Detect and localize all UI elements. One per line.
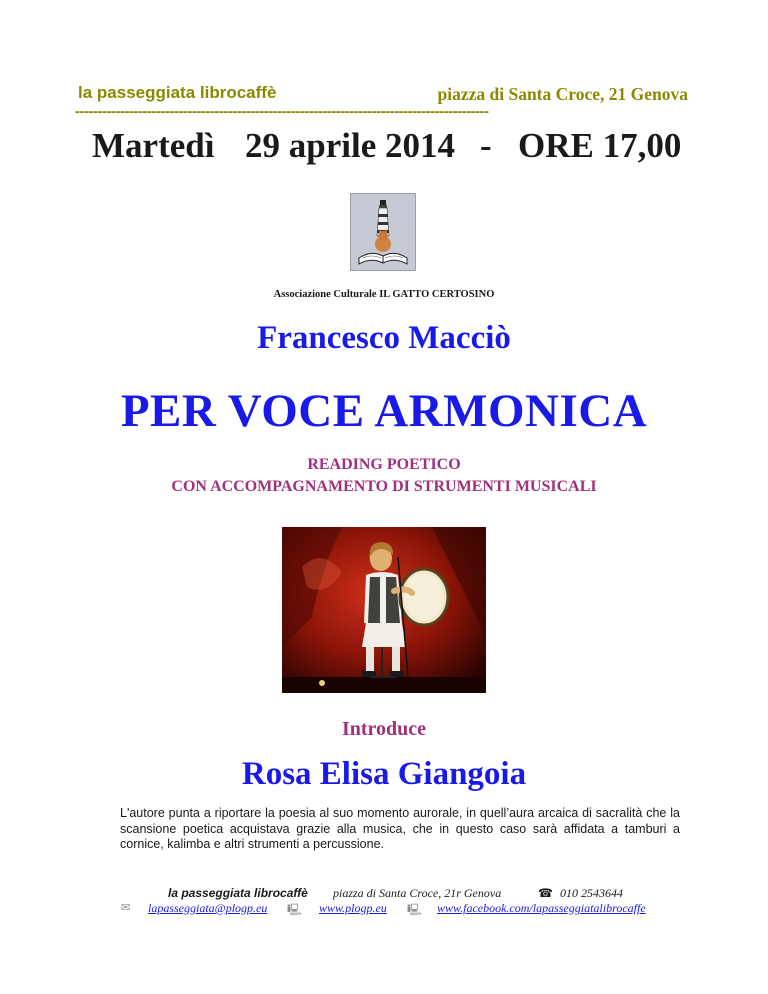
footer-address: piazza di Santa Croce, 21r Genova [333,886,502,900]
header-venue-name: la passeggiata librocaffè [78,83,277,102]
footer-website-link[interactable]: www.plogp.eu [319,901,387,915]
performer-photo [282,527,486,693]
lighthouse-cat-book-icon [351,194,415,270]
footer-email-link[interactable]: lapasseggiata@plogp.eu [148,901,268,915]
footer-phone: 010 2543644 [560,886,623,900]
introduce-label: Introduce [341,718,427,740]
author-name: Francesco Macciò [257,320,511,356]
performer-photo-image [282,527,486,693]
event-weekday: Martedì [92,126,215,165]
event-date-separator: - [480,126,492,165]
event-description: L'autore punta a riportare la poesia al suo momento aurorale, in quell’aura arcaica di sacralità che la scansione poetica acquistava grazie alla musica, che in questo caso sarà affidata a tamburi a cornice, kalimba e altri strumenti a percussione. [120,806,680,851]
subtitle-line-1: READING POETICO [307,456,461,473]
computer-icon: 🖳 [407,903,422,916]
subtitle-line-2: CON ACCOMPAGNAMENTO DI STRUMENTI MUSICALI [171,478,597,495]
event-title: PER VOCE ARMONICA [120,385,648,437]
footer-venue-name: la passeggiata librocaffè [168,886,308,900]
header-venue-address: piazza di Santa Croce, 21 Genova [437,84,688,104]
footer-facebook-link[interactable]: www.facebook.com/lapasseggiatalibrocaffe [437,901,646,915]
presenter-name: Rosa Elisa Giangoia [241,756,527,792]
association-name: Associazione Culturale IL GATTO CERTOSINO [273,289,495,300]
association-logo [350,193,416,271]
event-time: ORE 17,00 [518,126,682,165]
event-date: 29 aprile 2014 [245,126,455,165]
mail-icon: ✉ [121,901,131,914]
header-divider: -------------------------------------------------------------------------------------------- [75,104,489,120]
computer-icon: 🖳 [287,903,302,916]
phone-icon: ☎ [538,886,553,900]
